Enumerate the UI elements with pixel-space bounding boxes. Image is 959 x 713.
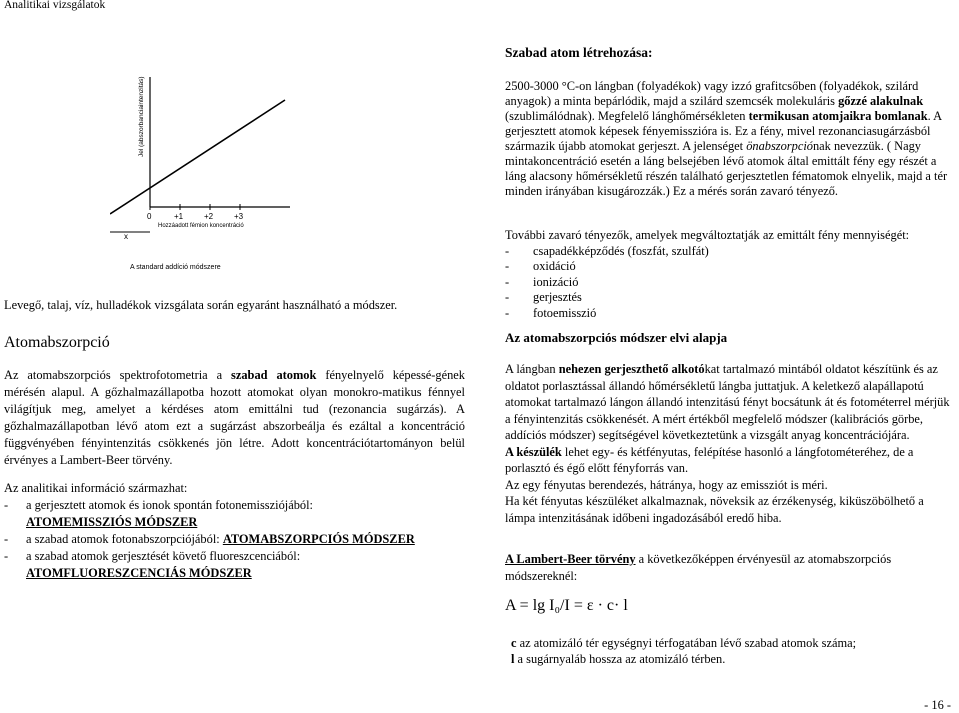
- x-mark: x: [124, 232, 128, 241]
- formula-legend: c az atomizáló tér egységnyi térfogatában lévő szabad atomok száma; l a sugárnyaláb hossza az atomizáló térben.: [511, 636, 857, 666]
- figure-caption: A standard addíció módszere: [130, 264, 221, 271]
- paragraph-atomabszorpcio: Az atomabszorpciós spektrofotometria a szabad atomok fényelnyelő képessé-gének mérésén alapul. A gőzhalmazállapotba hozott atomokat olyan monokro-matikus fénnyel világítjuk meg, amelyet a kérdéses atom emittálni tud (rezonancia sugárzás). A gőzhalmazállapotban lévő atom ezt a sugárzást abszorbeálja és ezáltal a koncentráció függvényében fényintenzitás csökkenés jön létre. Adott koncentrációtartományon belül érvényes a Lambert-Beer törvény.: [4, 368, 465, 467]
- interference-lead: További zavaró tényezők, amelyek megváltoztatják az emittált fény mennyiségét:: [505, 228, 910, 242]
- interference-list: [505, 228, 955, 321]
- paragraph-lambert-beer: A Lambert-Beer törvény a következőképpen érvényesül az atomabszorpciós módszereknél:: [505, 552, 892, 583]
- paragraph-szabad-atom: 2500-3000 °C-on lángban (folyadékok) vagy izzó grafitcsőben (folyadékok, szilárd anyagok) a minta bepárlódik, majd a szilárd szemcsék molekuláris gőzzé alakulnak (szublimálódnak). Megfelelő lánghőmérsékleten termikusan atomjaikra bomlanak. A gerjesztett atomok képesek fényemisszióra is. Ez a fény, mivel rezonanciasugárzásból származik újabb atomokat gerjeszt. A jelenséget önabszorpciónak nevezzük. ( Nagy mintakoncentráció esetén a láng belsejében lévő atomok által emittált fény egy részét a láng alacsony hőmérsékletű részén található gerjesztetlen fématomok elnyelik, majd a tér minden irányában kisugározzák.) Ez a mérés során zavaró tényező.: [505, 79, 948, 198]
- y-axis-label: Jel (abszorbanciaintenzitás): [138, 76, 145, 157]
- list-item: - gerjesztés: [505, 290, 582, 304]
- paragraph-elvi-alap: A lángban nehezen gerjeszthető alkotókat tartalmazó mintából oldatot készítünk és az oldatot porlasztással állandó hőmérsékletű lángba juttatjuk. A keletkező alapállapotú atomokat tartalmazó lángon állandó intenzitású fényt bocsátunk át és fotométerrel mérjük a fényintenzitás csökkenését. A mért értékből megfelelő módszer (kalibrációs görbe, addíciós módszer) segítségével következtetünk a vizsgált anyag koncentrációjára. A készülék lehet egy- és kétfényutas, felépítése hasonló a lángfotométeréhez, de a porlasztó és égő előtt fényforrás van. Az egy fényutas berendezés, hátránya, hogy az emissziót is méri. Ha két fényutas készüléket alkalmaznak, növeksik az érzékenység, kiküszöbölhető a lámpa intenzitásának időbeni ingadozásából eredő hiba.: [505, 362, 950, 525]
- list-item: - a szabad atomok fotonabszorpciójából: ATOMABSZORPCIÓS MÓDSZER: [4, 532, 415, 546]
- list-item: - fotoemisszió: [505, 305, 597, 320]
- analytic-info-lead: Az analitikai információ származhat:: [4, 481, 188, 495]
- heading-atomabszorpcio: Atomabszorpció: [4, 334, 110, 351]
- list-item: - ionizáció: [505, 274, 579, 289]
- lambert-beer-formula: A = lg I₀/I = ε · c· l: [505, 597, 628, 614]
- intro-text: Levegő, talaj, víz, hulladékok vizsgálata során egyaránt használható a módszer.: [4, 298, 398, 312]
- page-header: Analitikai vizsgálatok: [4, 0, 106, 11]
- list-item: - a gerjesztett atomok és ionok spontán fotonemissziójából: ATOMEMISSZIÓS MÓDSZER: [4, 498, 313, 529]
- tick-label-3: +3: [234, 212, 244, 221]
- page-number: - 16 -: [924, 698, 951, 712]
- heading-szabad-atom: Szabad atom létrehozása:: [505, 45, 653, 60]
- tick-label-0: 0: [147, 212, 152, 221]
- standard-addition-figure: [110, 72, 310, 277]
- calibration-line: [110, 100, 285, 214]
- list-item: - a szabad atomok gerjesztését követő fluoreszcenciából: ATOMFLUORESZCENCIÁS MÓDSZER: [4, 549, 301, 580]
- tick-label-2: +2: [204, 212, 214, 221]
- heading-elvi-alap: Az atomabszorpciós módszer elvi alapja: [505, 330, 728, 345]
- list-item: - csapadékképződés (foszfát, szulfát): [505, 243, 709, 258]
- x-axis-label: Hozzáadott fémion koncentráció: [158, 223, 244, 229]
- list-item: - oxidáció: [505, 259, 576, 273]
- analytic-info-list: [4, 480, 465, 582]
- tick-label-1: +1: [174, 212, 184, 221]
